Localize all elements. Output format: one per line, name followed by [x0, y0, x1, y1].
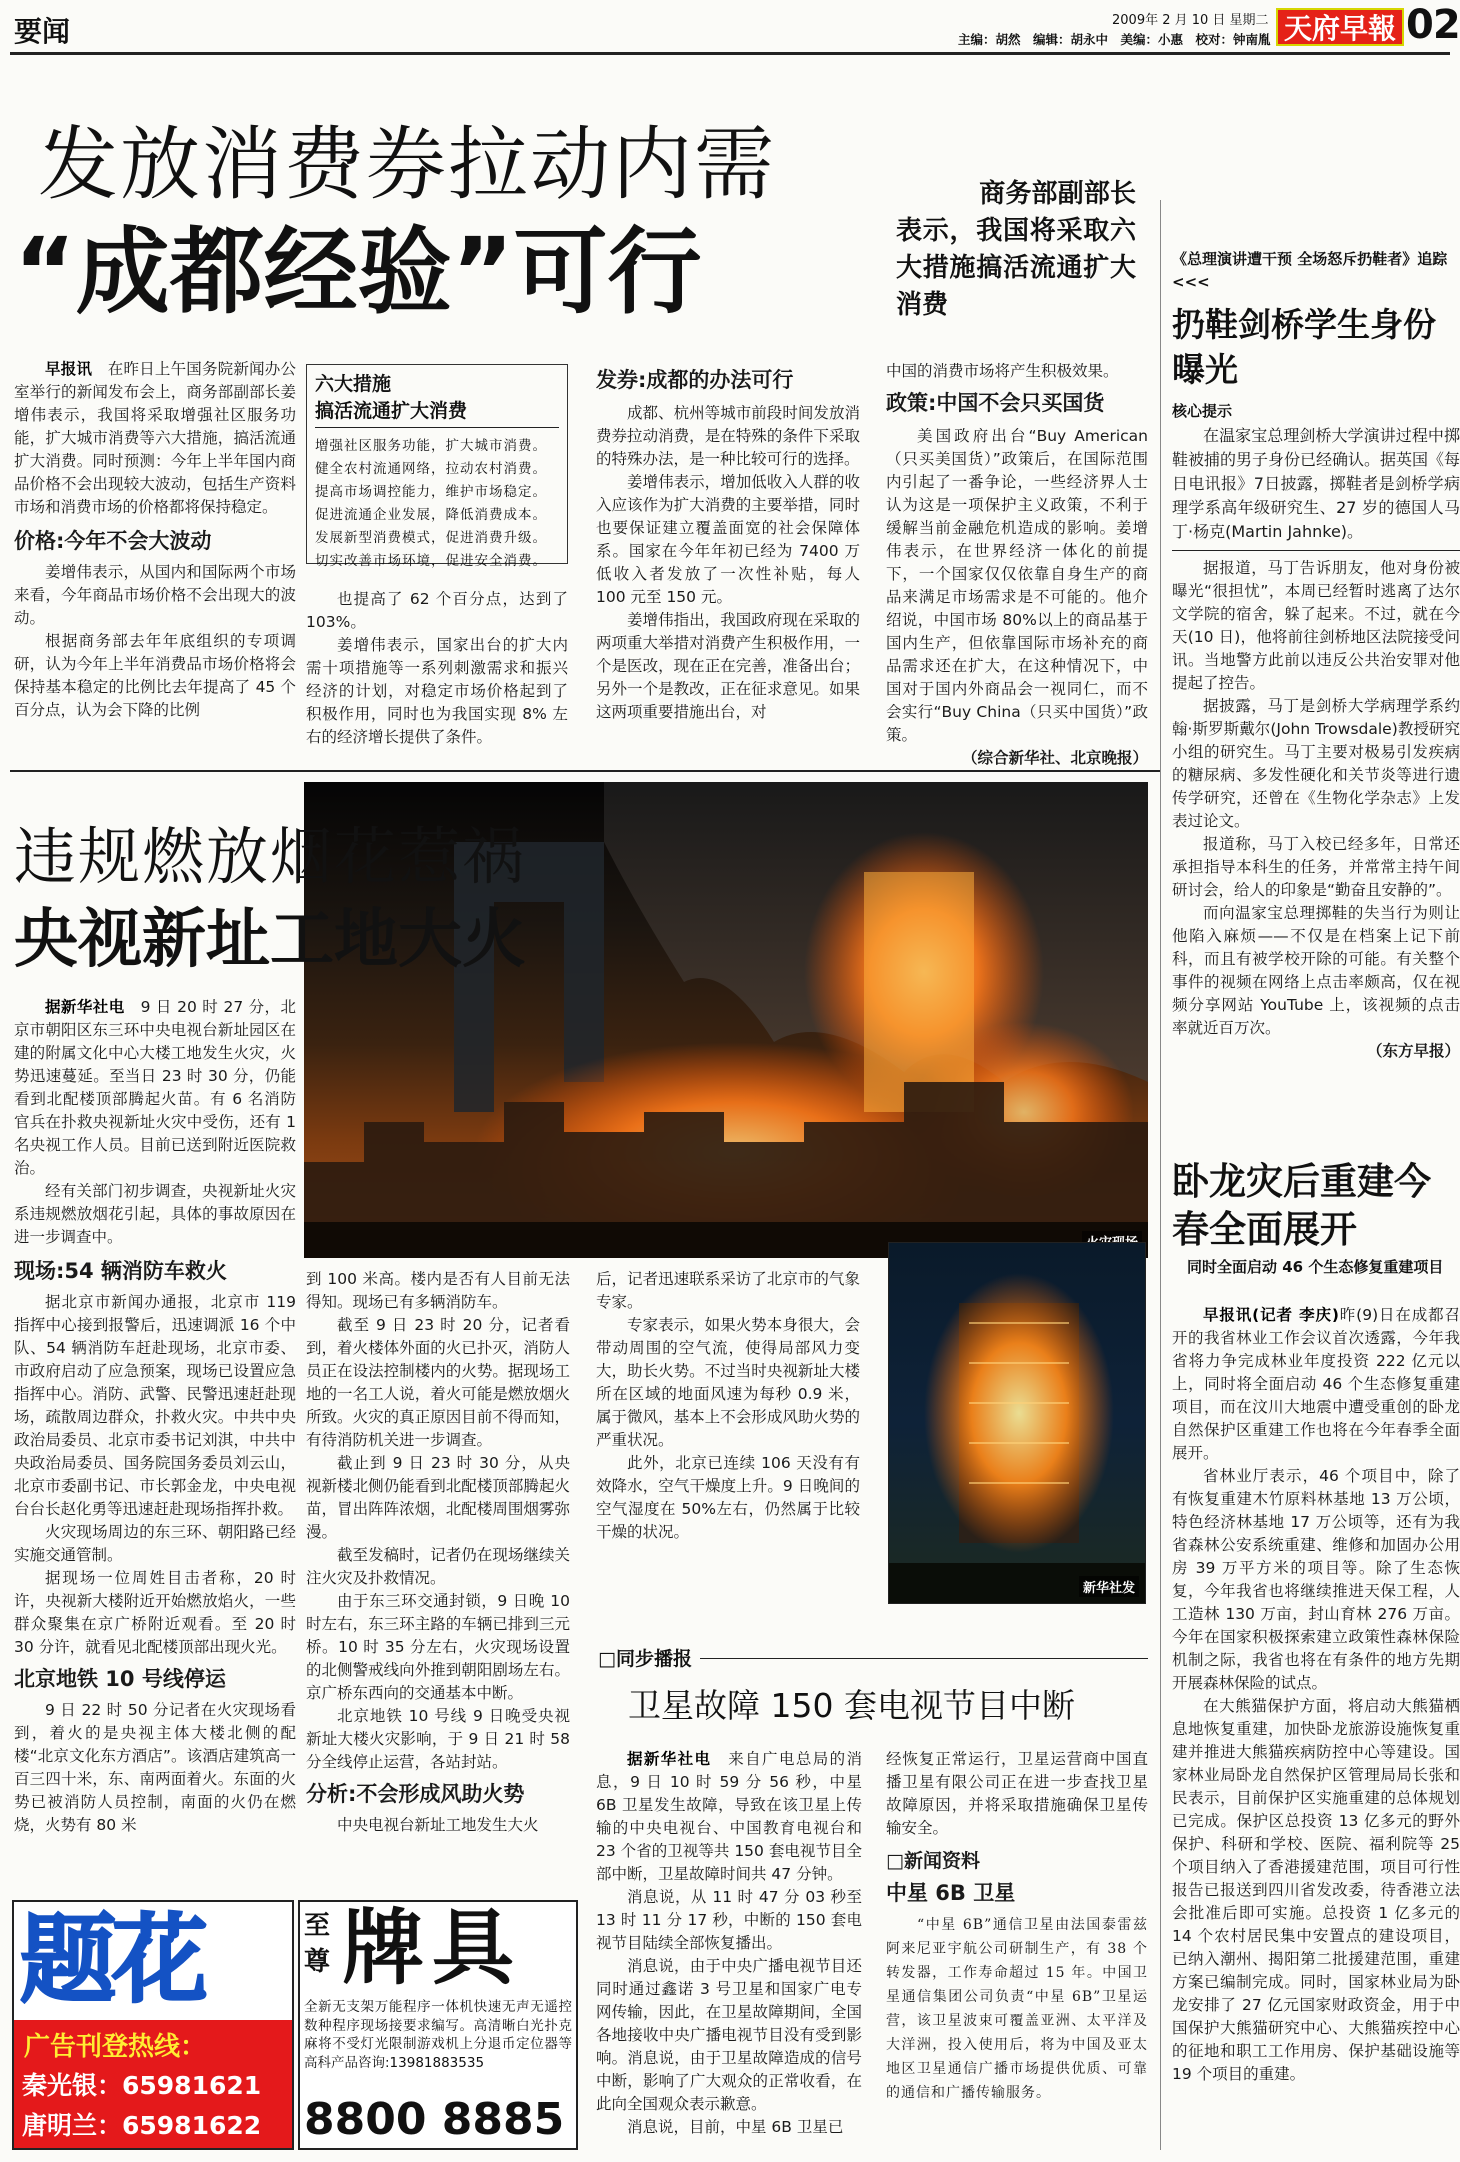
right-text-6: 省林业厅表示，46 个项目中，除了有恢复重建木竹原料林基地 13 万公顷，特色经济林基地 17 万公顷等，还有为我省森林公安系统重建、维修和加固办公用房 39 万平方米的项目等。除了生态恢复，今年我省也将继续推进天保工程，人工造林 130 万亩，封山育林 276 万亩。今年在国家积极探索建立政策性森林保险机制之际，我省也将在有条件的地方先期开展森林保险的试点。 [1172, 1467, 1460, 1692]
article1-headline-1: 发放消费券拉动内需 [38, 118, 776, 211]
ad-paiju-text: 全新无支架万能程序一体机快速无声无遥控数种程序现场接要求编写。高清晰白光扑克麻将不受灯光限制游戏机上分退币定位器等高科产品咨询:13981883535 [304, 1999, 572, 2071]
article1-col2 [306, 588, 568, 749]
paper-logo: 天府早報 [1276, 8, 1404, 46]
background-tag: □新闻资料 [886, 1850, 980, 1872]
right-col-text-1 [1172, 424, 1460, 1063]
subhead-policy: 政策:中国不会只买国货 [886, 391, 1105, 415]
tower-fire [924, 1273, 1114, 1553]
right-kicker: 《总理演讲遭干预 全场怒斥扔鞋者》追踪<<< [1172, 250, 1448, 291]
box-title-2: 搞活流通扩大消费 [315, 400, 468, 422]
subhead-scene: 现场:54 辆消防车救火 [14, 1259, 227, 1283]
article1-col4 [886, 360, 1148, 770]
box-title-1: 六大措施 [315, 373, 392, 395]
article2-col2-2: 截至 9 日 23 时 20 分，记者看到，着火楼体外面的火已扑灭，消防人员正在设法控制楼内的火势。据现场工地的一名工人说，着火可能是燃放烟火所致。火灾的真正原因目前不得而知，有待消防机关进一步调查。 [306, 1316, 570, 1449]
article2-col3 [596, 1268, 860, 1544]
satellite-background: “中星 6B”通信卫星由法国泰雷兹阿来尼亚宇航公司研制生产，有 38 个转发器，工作寿命超过 15 年。中国卫星通信集团公司负责“中星 6B”卫星运营，该卫星波束可覆盖亚洲、太平洋及大洋洲，投入使用后，将为中国及亚太地区卫星通信广播市场提供优质、可靠的通信和广播传输服务。 [886, 1917, 1148, 2101]
article2-col3-2: 专家表示，如果火势本身很大，会带动周围的空气流，使得局部风力变大，助长火势。不过当时央视新址大楼所在区域的地面风速为每秒 0.9 米，属于微风，基本上不会形成风助火势的严重状况。 [596, 1316, 860, 1449]
tower-photo-caption: 新华社发 [1079, 1576, 1139, 1597]
issue-date: 2009年 2 月 10 日 星期二 [1112, 13, 1269, 28]
article1-price-2: 根据商务部去年年底组织的专项调研，认为今年上半年消费品市场价格将会保持基本稳定的比例比去年提高了 45 个百分点，认为会下降的比例 [14, 632, 296, 719]
staff-credits: 主编：胡然 编辑：胡永中 美编：小惠 校对：钟南胤 [958, 32, 1271, 47]
ad-tihua-contact-2: 唐明兰：65981622 [22, 2111, 262, 2140]
article1-headline-2: “成都经验”可行 [14, 218, 702, 327]
article1-coupon-1: 成都、杭州等城市前段时间发放消费券拉动消费，是在特殊的条件下采取的特殊办法，是一种比较可行的选择。 [596, 404, 860, 468]
article3-text-3: 消息说，由于中央广播电视节目还同时通过鑫诺 3 号卫星和国家广电专网传输，因此，在卫星故障期间，全国各地接收中央广播电视节目没有受到影响。消息说，由于卫星故障造成的信号中断，影响了广大观众的正常收看，在此向全国观众表示歉意。 [596, 1957, 862, 2113]
right-text-3: 报道称，马丁入校已经多年，日常还承担指导本科生的任务，并常常主持午间研讨会，给人的印象是“勤奋且安静的”。 [1172, 835, 1460, 899]
article2-col2-5: 由于东三环交通封锁，9 日晚 10 时左右，东三环主路的车辆已排到三元桥。10 时 35 分左右，火灾现场设置的北侧警戒线向外推到朝阳剧场左右。京广桥东西向的交通基本中断。 [306, 1592, 570, 1702]
right-col-text-2 [1172, 1304, 1460, 2086]
article3-text-1: 来自广电总局的消息，9 日 10 时 59 分 56 秒，中星 6B 卫星发生故障，导致在该卫星上传输的中央电视台、中国教育电视台和 23 个省的卫视等共 150 套电视节目全部中断，卫星故障时间共 47 分钟。 [596, 1750, 862, 1883]
article1-source: （综合新华社、北京晚报） [961, 749, 1148, 767]
masthead-rule [10, 52, 1450, 55]
article1-lead: 在昨日上午国务院新闻办公室举行的新闻发布会上，商务部副部长姜增伟表示，我国将采取增强社区服务功能，扩大城市消费等六大措施，搞活流通扩大消费。同时预测：今年上半年国内商品价格不会出现较大波动，包括生产资料市场和消费市场的价格都将保持稳定。 [14, 360, 296, 516]
box-item: 切实改善市场环境，促进安全消费。 [315, 553, 547, 569]
box-item: 促进流通企业发展，降低消费成本。 [315, 507, 547, 523]
article2-col2-6: 北京地铁 10 号线 9 日晚受央视新址大楼火灾影响，于 9 日 21 时 58 分全线停止运营，各站封站。 [306, 1707, 570, 1771]
core-divider [1172, 550, 1460, 551]
ad-tihua-contact-1: 秦光银：65981621 [22, 2071, 262, 2100]
tower-photo-art [889, 1243, 1146, 1604]
article2-scene-2: 火灾现场周边的东三环、朝阳路已经实施交通管制。 [14, 1523, 296, 1564]
article1-col3 [596, 366, 860, 724]
article1-col2-2: 姜增伟表示，国家出台的扩大内需十项措施等一系列刺激需求和振兴经济的计划，对稳定市场价格起到了积极作用，同时也为我国实现 8% 左右的经济增长提供了条件。 [306, 636, 568, 746]
sync-rule [700, 1658, 1148, 1659]
right-text-1: 据报道，马丁告诉朋友，他对身份被曝光“很担忧”，本周已经暂时逃离了达尔文学院的宿舍，躲了起来。不过，就在今天(10 日)，他将前往剑桥地区法院接受问讯。当地警方此前以违反公共治安罪对他提起了控告。 [1172, 559, 1460, 692]
article2-col2-1: 到 100 米高。楼内是否有人目前无法得知。现场已有多辆消防车。 [306, 1270, 570, 1311]
article2-col3-3: 此外，北京已连续 106 天没有有效降水，空气干燥度上升。9 日晚间的空气湿度在 50%左右，仍然属于比较干燥的状况。 [596, 1454, 860, 1541]
article2-lead-2: 经有关部门初步调查，央视新址火灾系违规燃放烟花引起，具体的事故原因在进一步调查中。 [14, 1182, 296, 1246]
article3-dateline: 据新华社电 [627, 1750, 712, 1768]
box-item: 发展新型消费模式，促进消费升级。 [315, 530, 547, 546]
right-text-4: 而向温家宝总理掷鞋的失当行为则让他陷入麻烦——不仅是在档案上记下前科，而且有被学校开除的可能。有关整个事件的视频在网络上点击率颇高，仅在视频分享网站 YouTube 上，该视频的点击率就近百万次。 [1172, 904, 1460, 1037]
ad-tihua-label: 广告刊登热线： [24, 2032, 207, 2062]
core-text: 在温家宝总理剑桥大学演讲过程中掷鞋被捕的男子身份已经确认。据英国《每日电讯报》7日披露，掷鞋者是剑桥学病理学系高年级研究生、27 岁的德国人马丁·杨克(Martin Jahnke)。 [1172, 426, 1460, 541]
page-number: 02 [1406, 2, 1460, 48]
article3-col1 [596, 1748, 862, 2139]
article1-coupon-3: 姜增伟指出，我国政府现在采取的两项重大举措对消费产生积极作用，一个是医改，现在正在完善，准备出台；另外一个是教改，正在征求意见。如果这两项重要措施出台，对 [596, 611, 860, 721]
right-source: （东方早报） [1366, 1042, 1460, 1060]
article2-col2-4: 截至发稿时，记者仍在现场继续关注火灾及扑救情况。 [306, 1546, 570, 1587]
right-text-2: 据披露，马丁是剑桥大学病理学系约翰·斯罗斯戴尔(John Trowsdale)教授研究小组的研究生。马丁主要对极易引发疾病的糖尿病、多发性硬化和关节炎等进行遗传学研究，还曾在《生物化学杂志》上发表过论文。 [1172, 697, 1460, 830]
burning-building [864, 872, 974, 1112]
article1-dateline: 早报讯 [45, 360, 93, 378]
article2-analysis: 中央电视台新址工地发生大火 [337, 1816, 539, 1834]
article3-headline: 卫星故障 150 套电视节目中断 [628, 1686, 1075, 1725]
ad-paiju-phone: 8800 8885 [304, 2094, 565, 2145]
subhead-coupon: 发券:成都的办法可行 [596, 368, 794, 392]
ad-tihua-title: 题花 [20, 1904, 204, 2016]
article3-text-4: 消息说，目前，中星 6B 卫星已 [627, 2118, 844, 2136]
box-item: 提高市场调控能力，维护市场稳定。 [315, 484, 547, 500]
right-text-7: 在大熊猫保护方面，将启动大熊猫栖息地恢复重建，加快卧龙旅游设施恢复重建并推进大熊猫疾病防控中心等建设。国家林业局卧龙自然保护区管理局局长张和民表示，目前保护区实施重建的总体规划已完成。保护区总投资 13 亿多元的野外保护、科研和学校、医院、福利院等 25 个项目纳入了香港援建范围，项目可行性报告已报送到四川省发改委，待香港立法会批准后即可实施。总投资 1 亿多元的 14 个农村居民集中安置点的建设项目，已纳入潮州、揭阳第二批援建范围，重建方案已编制完成。同时，国家林业局为卧龙安排了 27 亿元国家财政资金，用于中国保护大熊猫研究中心、大熊猫疾控中心的征地和职工工作用房、保护基础设施等 19 个项目的重建。 [1172, 1697, 1460, 2083]
right-text-5: 昨(9)日在成都召开的我省林业工作会议首次透露，今年我省将力争完成林业年度投资 222 亿元以上，同时将全面启动 46 个生态修复重建项目，而在汶川大地震中遭受重创的卧龙自然保护区重建工作也将在今年春季全面展开。 [1172, 1306, 1460, 1462]
article2-subway: 9 日 22 时 50 分记者在火灾现场看到，着火的是央视主体大楼北侧的配楼“北京文化东方酒店”。该酒店建筑高一百三四十米，东、南两面着火。东面的火势已被消防人员控制，南面的火仍在燃烧，火势有 80 米 [14, 1701, 296, 1834]
ad-tihua [12, 1900, 294, 2150]
article1-price-1: 姜增伟表示，从国内和国际两个市场来看，今年商品市场价格不会出现大的波动。 [14, 563, 296, 627]
right-headline-1: 扔鞋剑桥学生身份曝光 [1172, 305, 1436, 389]
article2-lead: 9 日 20 时 27 分，北京市朝阳区东三环中央电视台新址园区在建的附属文化中心大楼工地发生火灾，火势迅速蔓延。至当日 23 时 30 分，仍能看到北配楼顶部腾起火苗。有 6 名消防官兵在扑救央视新址火灾中受伤，还有 1 名央视工作人员。目前已送到附近医院救治。 [14, 998, 296, 1177]
sync-tag: □同步播报 [598, 1648, 692, 1670]
article1-coupon-2: 姜增伟表示，增加低收入人群的收入应该作为扩大消费的主要举措，同时也要保证建立覆盖面宽的社会保障体系。国家在今年年初已经为 7400 万低收入者发放了一次性补贴，每人 100 元至 150 元。 [596, 473, 860, 606]
article3-text-2: 消息说，从 11 时 47 分 03 秒至 13 时 11 分 17 秒，中断的 150 套电视节目陆续全部恢复播出。 [596, 1888, 862, 1952]
article1-col4-0: 中国的消费市场将产生积极效果。 [886, 362, 1119, 380]
article2-scene-3: 据现场一位周姓目击者称，20 时许，央视新大楼附近开始燃放焰火，一些群众聚集在京广桥附近观看。至 20 时 30 分许，就看见北配楼顶部出现火光。 [14, 1569, 296, 1656]
box-divider [315, 427, 559, 428]
tower-photo [888, 1242, 1146, 1604]
ad-paiju [298, 1900, 578, 2150]
masthead [0, 0, 1460, 52]
article3-col2 [886, 1748, 1148, 2105]
subhead-satellite: 中星 6B 卫星 [886, 1881, 1016, 1905]
article1-bottom-rule [10, 770, 1160, 772]
subhead-analysis: 分析:不会形成风助火势 [306, 1782, 525, 1806]
article2-dateline: 据新华社电 [45, 998, 125, 1016]
ad-paiju-vertical: 至尊 [304, 1911, 331, 1977]
box-item: 健全农村流通网络，拉动农村消费。 [315, 461, 547, 477]
subhead-price: 价格:今年不会大波动 [14, 529, 212, 553]
right-col-divider [1160, 200, 1161, 2150]
article3-col2-1: 经恢复正常运行，卫星运营商中国直播卫星有限公司正在进一步查找卫星故障原因，并将采取措施确保卫星传输安全。 [886, 1750, 1148, 1837]
box-items [315, 435, 559, 573]
article2-col3-1: 后，记者迅速联系采访了北京市的气象专家。 [596, 1270, 860, 1311]
article1-col2-1: 也提高了 62 个百分点，达到了 103%。 [306, 590, 568, 631]
ad-paiju-title: 牌具 [342, 1901, 523, 1996]
article2-col1 [14, 996, 296, 1837]
article1-col1 [14, 358, 296, 722]
article1-policy-1: 美国政府出台“Buy American（只买美国货）”政策后，在国际范围内引起了一番争论，一些经济界人士认为这是一项保护主义政策，不利于缓解当前金融危机造成的影响。姜增伟表示，在世界经济一体化的前提下，一个国家仅仅依靠自身生产的商品来满足市场需求是不可能的。他介绍说，中国市场 80%以上的商品基于国内生产，但依靠国际市场补充的商品需求还在扩大，在这种情况下，中国对于国内外商品会一视同仁，而不会实行“Buy China（只买中国货）”政策。 [886, 427, 1148, 744]
article2-headline-1: 违规燃放烟花惹祸 [14, 820, 527, 893]
section-label: 要闻 [14, 15, 71, 48]
article2-headline-2: 央视新址工地大火 [14, 903, 526, 977]
right-deck-2: 同时全面启动 46 个生态修复重建项目 [1187, 1258, 1444, 1276]
six-measures-box [306, 364, 568, 569]
box-item: 增强社区服务功能，扩大城市消费。 [315, 438, 547, 454]
core-label: 核心提示 [1172, 402, 1233, 420]
subhead-subway: 北京地铁 10 号线停运 [14, 1667, 226, 1691]
right-headline-2: 卧龙灾后重建今春全面展开 [1172, 1160, 1431, 1251]
article1-deck: 商务部副部长表示，我国将采取六大措施搞活流通扩大消费 [896, 179, 1136, 320]
article2-scene-1: 据北京市新闻办通报，北京市 119 指挥中心接到报警后，迅速调派 16 个中队、54 辆消防车赶赴现场，北京市委、市政府启动了应急预案，现场已设置应急指挥中心。消防、武警、民警迅速赶赴现场，疏散周边群众，扑救火灾。中共中央政治局委员、北京市委书记刘淇，中共中央政治局委员、国务院国务委员刘云山，北京市委副书记、市长郭金龙，中央电视台台长赵化勇等迅速赶赴现场指挥扑救。 [14, 1293, 296, 1518]
article2-col2-3: 截止到 9 日 23 时 30 分，从央视新楼北侧仍能看到北配楼顶部腾起火苗，冒出阵阵浓烟，北配楼周围烟雾弥漫。 [306, 1454, 570, 1541]
article2-col2 [306, 1268, 570, 1837]
right-dateline-2: 早报讯(记者 李庆) [1203, 1306, 1339, 1324]
